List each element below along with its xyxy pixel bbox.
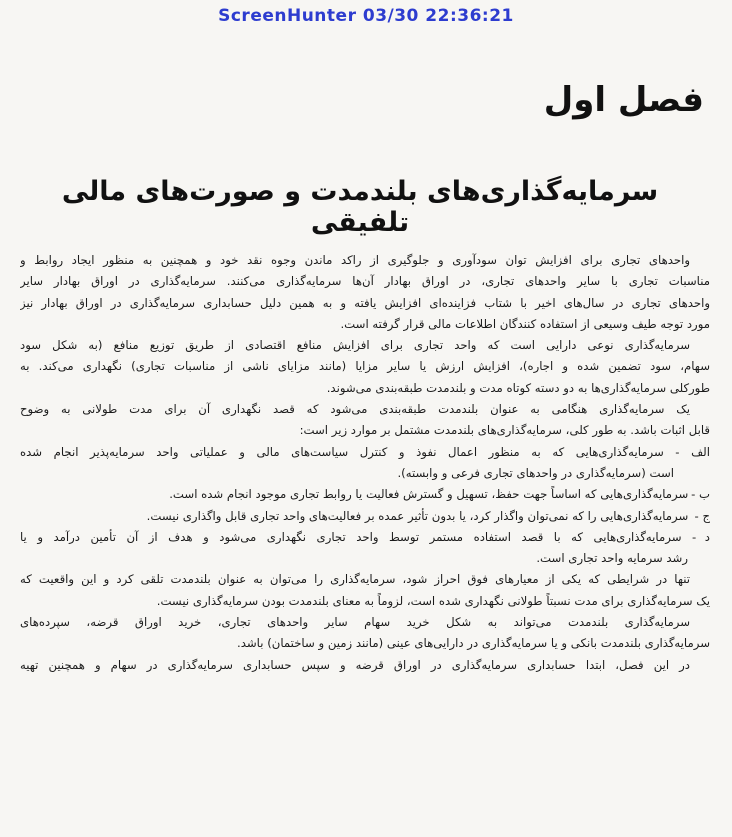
text-line: مناسبات تجاری با سایر واحدهای تجاری، در اوراق بهادار آن‌ها سرمایه‌گذاری می‌کنند. سرمایه‌گذاری در اوراق بهادار سایر (20, 274, 710, 289)
text-line: سرمایه‌گذاری نوعی دارایی است که واحد تجاری برای افزایش منافع اقتصادی از طریق توزیع منافع (به شکل سود (20, 338, 690, 353)
list-item-d (20, 527, 710, 548)
list-label: ج - (694, 508, 710, 523)
main-title: سرمایه‌گذاری‌های بلندمدت و صورت‌های مالی تلفیقی (61, 176, 659, 238)
page-body (20, 250, 710, 676)
text-line: در این فصل، ابتدا حسابداری سرمایه‌گذاری در اوراق قرضه و سپس حسابداری سرمایه‌گذاری در سهام و همچنین تهیه (20, 657, 690, 672)
text-line: سهام، سود تضمین شده و اجاره)، افزایش ارزش یا سایر مزایا (مانند مزایای ناشی از مناسبات تجاری) نگهداری می‌کند. به (20, 359, 710, 374)
text-line: یک سرمایه‌گذاری هنگامی به عنوان بلندمدت طبقه‌بندی می‌شود که قصد نگهداری آن برای مدت طولانی به وضوح (20, 402, 690, 417)
list-item-b (20, 484, 710, 505)
list-label: د - (692, 529, 710, 544)
text-line: قابل اثبات باشد. به طور کلی، سرمایه‌گذاری‌های بلندمدت مشتمل بر موارد زیر است: (299, 423, 710, 438)
text-line: طورکلی سرمایه‌گذاری‌ها به دو دسته کوتاه مدت و بلندمدت طبقه‌بندی می‌شوند. (326, 380, 710, 395)
text-line: مورد توجه طیف وسیعی از استفاده کنندگان اطلاعات مالی قرار گرفته است. (340, 316, 710, 331)
text-line: است (سرمایه‌گذاری در واحدهای تجاری فرعی و وابسته). (397, 465, 674, 480)
text-line: سرمایه‌گذاری بلندمدت می‌تواند به شکل خرید سهام سایر واحدهای تجاری، خرید اوراق قرضه، سپرده‌های (20, 615, 690, 630)
text-line: رشد سرمایه واحد تجاری است. (536, 551, 688, 566)
text-line: یک سرمایه‌گذاری برای مدت نسبتاً طولانی نگهداری شده است، لزوماً به معنای بلندمدت بودن سرمایه‌گذاری نیست. (156, 593, 710, 608)
list-item-text: سرمایه‌گذاری‌هایی را که نمی‌توان واگذار کرد، یا بدون تأثیر عمده بر فعالیت‌های واحد تجاری قابل واگذاری نیست. (146, 508, 689, 523)
list-item-text: سرمایه‌گذاری‌هایی که اساساً جهت حفظ، تسهیل و گسترش فعالیت یا روابط تجاری موجود انجام شده است. (169, 487, 689, 502)
chapter-heading: فصل اول (543, 80, 704, 120)
list-label: ب - (691, 487, 710, 502)
list-item-text: سرمایه‌گذاری‌هایی که با قصد استفاده مستمر توسط واحد تجاری نگهداری می‌شود و هدف از آن تأمین درآمد و یا (20, 529, 682, 544)
list-item-j (20, 506, 710, 527)
list-item-alef: الف - سرمایه‌گذاری‌هایی که به منظور اعمال نفوذ و کنترل سیاست‌های مالی و عملیاتی واحد سرمایه‌پذیر انجام شده (20, 444, 710, 459)
text-line: واحدهای تجاری در سال‌های اخیر با شتاب فزاینده‌ای افزایش یافته و به همین دلیل حسابداری سرمایه‌گذاری در اوراق بهادار نیز (20, 295, 710, 310)
text-line: سرمایه‌گذاری بلندمدت بانکی و یا سرمایه‌گذاری در دارایی‌های عینی (مانند زمین و ساختمان) باشد. (237, 636, 710, 651)
text-line: واحدهای تجاری برای افزایش توان سودآوری و جلوگیری از راکد ماندن وجوه نقد خود و همچنین به منظور ایجاد روابط و (20, 253, 690, 267)
text-line: تنها در شرایطی که یکی از معیارهای فوق احراز شود، سرمایه‌گذاری را می‌توان به عنوان بلندمدت تلقی کرد و این واقعیت که (20, 572, 690, 587)
screenhunter-watermark: ScreenHunter 03/30 22:36:21 (218, 6, 514, 26)
